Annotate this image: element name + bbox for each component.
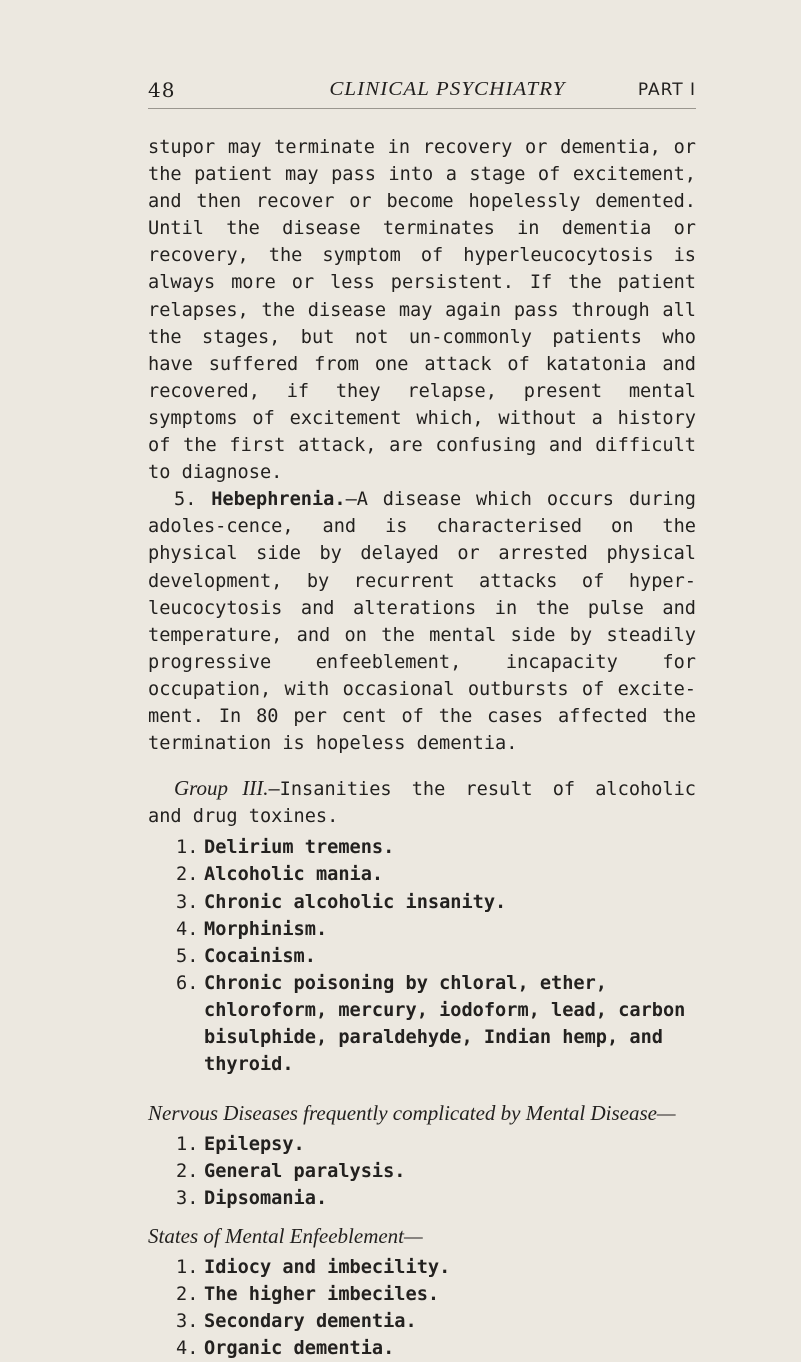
hebephrenia-body: —A disease which occurs during adoles-cence, and is characterised on the physical side by delayed or arrested physical development, by recurrent attacks of hyper-leucocytosis and alterations in the pulse and temperature, and on the mental side by steadily progressive enfeeblement, incapacity for occupation, with occasional outbursts of excite-ment. In 80 per cent of the cases affected the termination is hopeless dementia. xyxy=(148,489,696,755)
page-number: 48 xyxy=(148,78,176,102)
list-item-number: 6. xyxy=(176,972,199,994)
header-rule xyxy=(148,108,696,109)
list-item xyxy=(176,1254,696,1281)
list-item-text: The higher imbeciles. xyxy=(204,1283,440,1305)
list-item xyxy=(176,916,696,943)
paragraph-katatonia: stupor may terminate in recovery or dementia, or the patient may pass into a stage of excitement, and then recover or become hopelessly demented. Until the disease terminates in dementia or recovery, the symptom of hyperleucocytosis is always more or less persistent. If the patient relapses, the disease may again pass through all the stages, but not un-commonly patients who have suffered from one attack of katatonia and recovered, if they relapse, present mental symptoms of excitement which, without a history of the first attack, are confusing and difficult to diagnose. xyxy=(148,137,696,484)
list-item xyxy=(176,1185,696,1212)
list-item xyxy=(176,834,696,861)
nervous-diseases-heading: Nervous Diseases frequently complicated by Mental Disease— xyxy=(148,1101,676,1126)
list-item-number: 4. xyxy=(176,1337,199,1359)
list-item-text: General paralysis. xyxy=(204,1161,406,1183)
hebephrenia-number: 5. xyxy=(174,489,197,511)
body-text xyxy=(148,134,696,1362)
list-item-text: Chronic alcoholic insanity. xyxy=(204,891,507,913)
list-item-number: 2. xyxy=(176,1161,199,1183)
list-item xyxy=(176,861,696,888)
running-title xyxy=(198,78,696,101)
list-item xyxy=(176,943,696,970)
list-item-number: 2. xyxy=(176,864,199,886)
list-item-text: Dipsomania. xyxy=(204,1188,328,1210)
list-item-text: Epilepsy. xyxy=(204,1134,305,1156)
list-item-text: Alcoholic mania. xyxy=(204,864,384,886)
list-item xyxy=(176,1335,696,1362)
list-item-number: 3. xyxy=(176,1310,199,1332)
list-item-text: Organic dementia. xyxy=(204,1337,395,1359)
list-item-number: 1. xyxy=(176,1134,199,1156)
list-item-text: Secondary dementia. xyxy=(204,1310,417,1332)
group-three-list xyxy=(148,834,696,1078)
list-item-text: Idiocy and imbecility. xyxy=(204,1256,451,1278)
group-three-text: —Insanities the result of alcoholic and drug toxines. xyxy=(148,779,696,828)
list-item-number: 1. xyxy=(176,1256,199,1278)
list-item xyxy=(176,1308,696,1335)
list-item-text: Delirium tremens. xyxy=(204,837,395,859)
list-item-number: 5. xyxy=(176,945,199,967)
running-header xyxy=(148,72,696,108)
list-item-number: 4. xyxy=(176,918,199,940)
nervous-diseases-list xyxy=(148,1131,696,1212)
list-item xyxy=(176,970,696,1078)
list-item xyxy=(176,889,696,916)
list-item xyxy=(176,1131,696,1158)
list-item-text: Cocainism. xyxy=(204,945,316,967)
mental-enfeeblement-list xyxy=(148,1254,696,1362)
group-three-heading xyxy=(148,775,696,830)
list-item-number: 3. xyxy=(176,1188,199,1210)
group-three-label: Group III. xyxy=(174,776,269,801)
running-title-text: CLINICAL PSYCHIATRY xyxy=(328,78,566,100)
list-item-text: Chronic poisoning by chloral, ether, chloroform, mercury, iodoform, lead, carbon bisulphide, paraldehyde, Indian hemp, and thyroid. xyxy=(204,972,686,1076)
list-item-number: 1. xyxy=(176,837,199,859)
paragraph-hebephrenia xyxy=(148,486,696,757)
list-item xyxy=(176,1158,696,1185)
list-item-text: Morphinism. xyxy=(204,918,328,940)
list-item-number: 2. xyxy=(176,1283,199,1305)
list-item-number: 3. xyxy=(176,891,199,913)
part-label: PART I xyxy=(637,80,696,100)
list-item xyxy=(176,1281,696,1308)
hebephrenia-heading: Hebephrenia. xyxy=(211,489,346,511)
mental-enfeeblement-heading: States of Mental Enfeeblement— xyxy=(148,1223,423,1248)
